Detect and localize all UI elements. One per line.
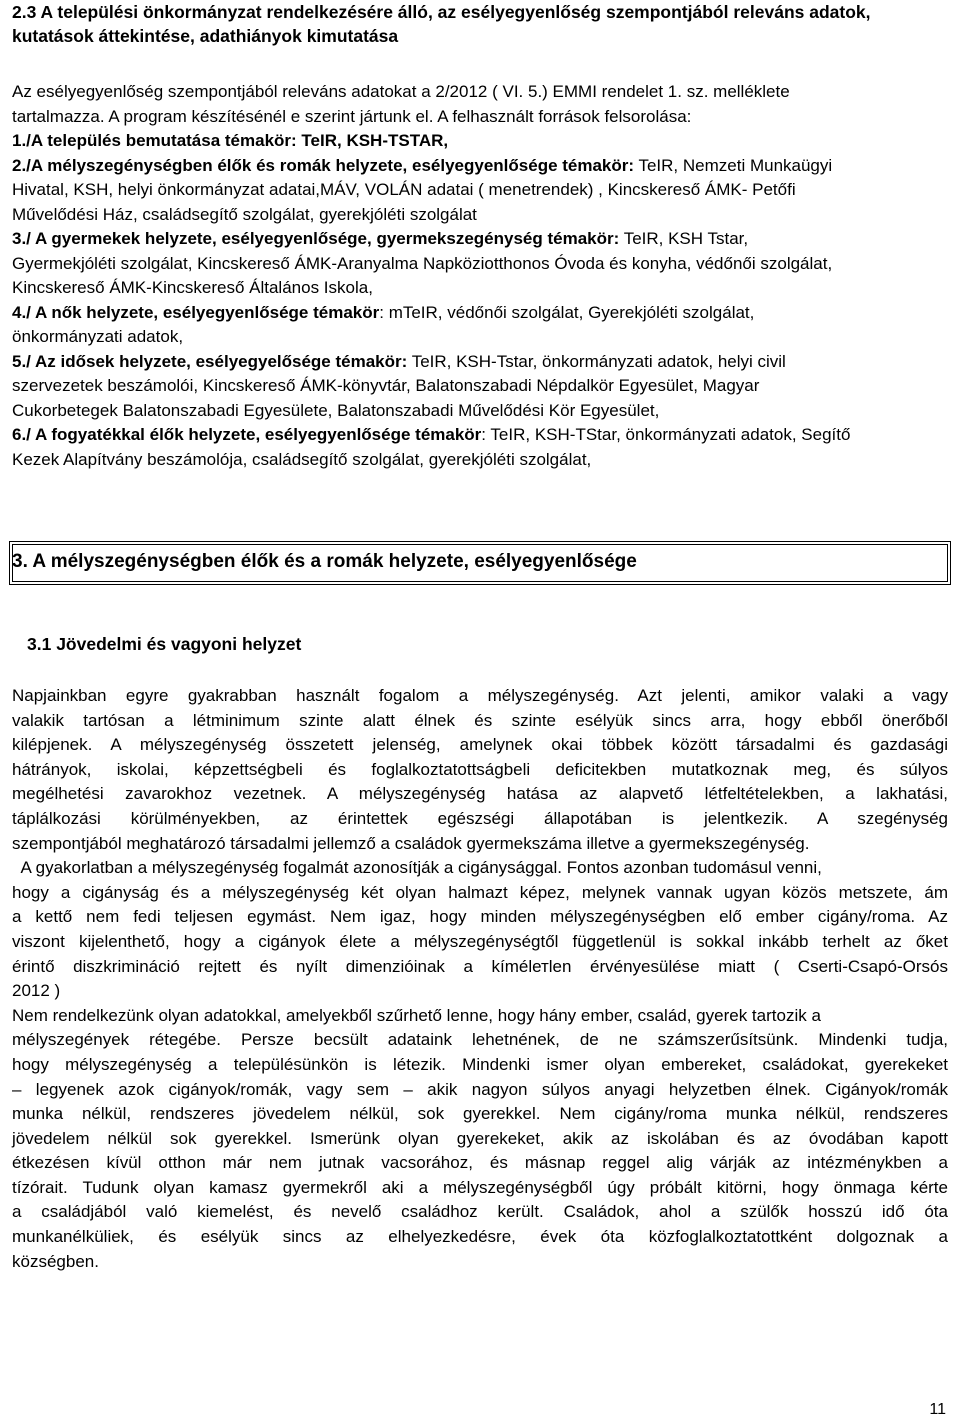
source-item-1: 1./A település bemutatása témakör: TeIR, KSH-TSTAR, [12,131,449,150]
source-topic: 2./A mélyszegénységben élők és romák helyzete, esélyegyenlősége témakör: [12,155,635,175]
source-line: Kincskereső ÁMK-Kincskereső Általános Iskola, [12,278,373,297]
body-line: a kettő nem fedi teljesen egymást. Nem igaz, hogy minden mélyszegénységben elő ember cigány/roma. Az [12,907,948,927]
source-item-4 [12,301,948,326]
sources-list [12,129,948,472]
source-line: szervezetek beszámolói, Kincskereső ÁMK-könyvtár, Balatonszabadi Népdalkör Egyesület, Magyar [12,376,760,395]
source-item-2 [12,154,948,179]
body-line: étkezésen kívül otthon már nem jutnak vacsorához, és másnap reggel alig várják az intézménykben a [12,1153,948,1173]
source-line: Művelődési Ház, családsegítő szolgálat, gyerekjóléti szolgálat [12,204,477,224]
source-list-text: TeIR, KSH Tstar, [619,229,749,248]
body-line: 2012 ) [12,981,61,1001]
body-line: Napjainkban egyre gyakrabban használt fogalom a mélyszegénység. Azt jelenti, amikor valaki a vagy [12,686,948,705]
source-line: Gyermekjóléti szolgálat, Kincskereső ÁMK-Aranyalma Napköziotthonos Óvoda és konyha, védőnői szolgálat, [12,253,833,273]
body-line: munkanélküliek, és esélyük sincs az elhelyezkedésre, évek óta közfoglalkoztatottként dolgoznak a [12,1227,948,1247]
intro-line: Az esélyegyenlőség szempontjából releváns adatokat a 2/2012 ( VI. 5.) EMMI rendelet 1. sz. melléklete [12,82,790,101]
body-line: a családjából való kiemelést, és nevelő családhoz került. Családok, ahol a szülők hosszú idő óta [12,1202,948,1222]
body-line: hogy mélyszegénység a településünkön is létezik. Mindenki ismer olyan embereket, családokat, gyerekeket [12,1054,948,1074]
page-number: 11 [929,1401,946,1418]
body-line: megélhetési zavarokhoz vezetnek. A mélyszegénység hatása az alapvető létfeltételekben, a lakhatási, [12,784,948,804]
source-list-text: TeIR, KSH-Tstar, önkormányzati adatok, helyi civil [407,351,786,371]
body-line: mélyszegények rétegébe. Persze becsült adataink lehetnének, de ne számszerűsítsünk. Mindenki tudja, [12,1030,948,1050]
body-line: táplálkozási körülményekben, az érintettek egészségi állapotában is jelentkezik. A szegénység [12,808,948,828]
section-3-1-title: 3.1 Jövedelmi és vagyoni helyzet [27,634,302,654]
heading-line-2: kutatások áttekintése, adathiányok kimutatása [12,26,399,46]
intro-line: tartalmazza. A program készítésénél e szerint jártunk el. A felhasznált források felsorolása: [12,106,692,126]
source-topic: 6./ A fogyatékkal élők helyzete, esélyegyenlősége témakör [12,425,482,444]
source-list-text: : mTeIR, védőnői szolgálat, Gyerekjóléti szolgálat, [379,302,755,322]
intro-paragraph [12,80,948,129]
body-line: községben. [12,1251,99,1271]
body-line: érintő diszkrimináció rejtett és nyílt dimenzióinak a kímélетlen érvényesülése miatt ( Cserti-Csapó-Orsós [12,956,948,976]
source-line: Cukorbetegek Balatonszabadi Egyesülete, Balatonszabadi Művelődési Kör Egyesület, [12,400,660,420]
source-line: önkormányzati adatok, [12,327,184,346]
body-line: hátrányok, iskolai, képzettségbeli és foglalkoztatottságbeli deficitekben mutatkoznak meg, és súlyos [12,759,948,779]
source-list-text: : TeIR, KSH-TStar, önkormányzati adatok, Segítő [481,425,851,444]
source-list-text: TeIR, Nemzeti Munkaügyi [634,155,833,175]
body-text [12,684,948,1274]
source-item-6 [12,423,948,448]
source-item-5 [12,350,948,375]
body-line: viszont kijelenthető, hogy a cigányok élete a mélyszegénységtől függetlenül is sokkal inkább terhelt az őket [12,931,948,951]
section-heading [12,0,952,48]
heading-line-1: 2.3 A települési önkormányzat rendelkezésére álló, az esélyegyenlőség szempontjából releváns adatok, [12,2,871,22]
source-topic: 3./ A gyermekek helyzete, esélyegyenlősége, gyermekszegénység témakör: [12,229,620,248]
source-line: Kezek Alapítvány beszámolója, családsegítő szolgálat, gyerekjóléti szolgálat, [12,449,592,469]
body-line: Nem rendelkezünk olyan adatokkal, amelyekből szűrhető lenne, hogy hány ember, család, gyerek tartozik a [12,1005,821,1025]
body-line: hogy a cigányság és a mélyszegénység két olyan halmazt képez, melynek vannak ugyan közös metszete, ám [12,882,948,902]
source-topic: 4./ A nők helyzete, esélyegyenlősége témakör [12,302,380,322]
body-line: valakik tartósan a létminimum szinte alatt élnek és szinte esélyük sincs arra, hogy ebből önerőből [12,710,948,730]
source-topic: 5./ Az idősek helyzete, esélyegyelősége témakör: [12,351,408,371]
body-line: munka nélkül, rendszeres jövedelem nélkül, sok gyerekkel. Nem cigány/roma munka nélkül, rendszeres [12,1104,948,1124]
body-line: jövedelem nélkül sok gyerekkel. Ismerünk olyan gyerekeket, akik az iskolában és az óvodában kapott [12,1128,948,1148]
body-line: szempontjából meghatározó társadalmi jellemző a családok gyermekszáma illetve a gyermekszegénység. [12,833,810,853]
body-line: tízórait. Tudunk olyan kamasz gyermekről aki a mélyszegénységből úgy próbált kitörni, hogy önmaga kérte [12,1177,948,1197]
body-line: A gyakorlatban a mélyszegénység fogalmát azonosítják a cigánysággal. Fontos azonban tudomásul venni, [12,858,822,878]
section-3-title: 3. A mélyszegénységben élők és a romák helyzete, esélyegyenlősége [12,551,637,572]
body-line: kilépjenek. A mélyszegénység összetett jelenség, amelynek okai többek között társadalmi és gazdasági [12,735,948,755]
body-line: – legyenek azok cigányok/romák, vagy sem – akik nagyon súlyos anyagi helyzetben élnek. Cigányok/romák [12,1079,948,1099]
source-line: Hivatal, KSH, helyi önkormányzat adatai,MÁV, VOLÁN adatai ( menetrendek) , Kincskereső ÁMK- Petőfi [12,180,796,199]
source-item-3 [12,227,948,252]
